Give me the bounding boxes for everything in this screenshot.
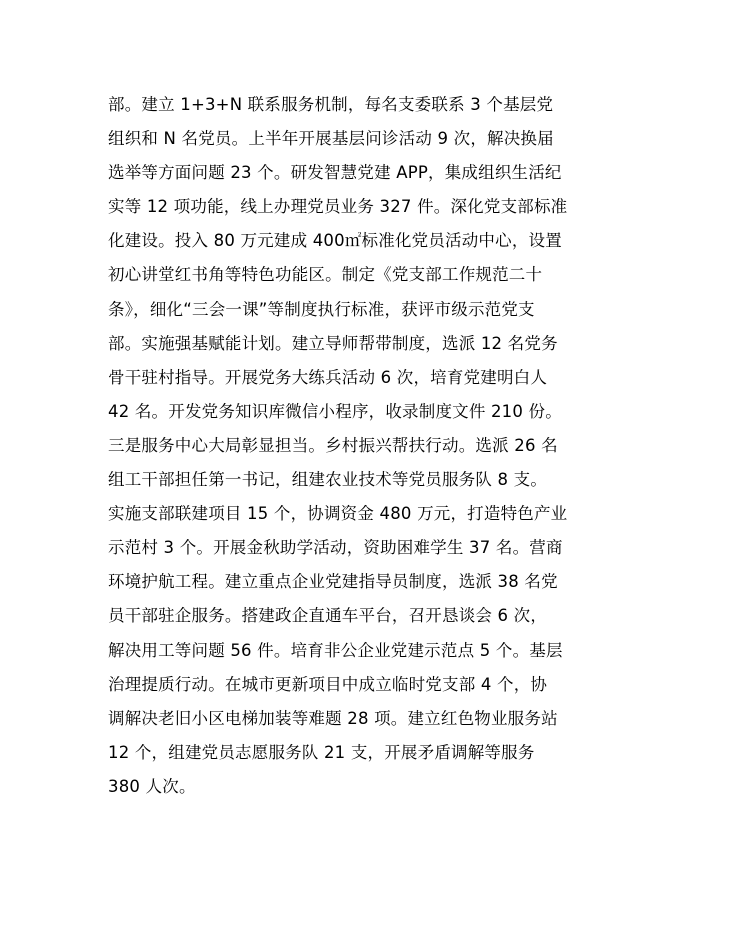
text-line: 组工干部担任第一书记，组建农业技术等党员服务队 8 支。 xyxy=(108,470,548,490)
text-line: 组织和 N 名党员。上半年开展基层问诊活动 9 次，解决换届 xyxy=(108,129,554,149)
text-line: 骨干驻村指导。开展党务大练兵活动 6 次，培育党建明白人 xyxy=(108,367,548,387)
text-line: 三是服务中心大局彰显担当。乡村振兴帮扶行动。选派 26 名 xyxy=(108,435,558,455)
text-line: 员干部驻企服务。搭建政企直通车平台，召开恳谈会 6 次， xyxy=(108,606,548,626)
text-line: 实施支部联建项目 15 个，协调资金 480 万元，打造特色产业 xyxy=(108,504,568,524)
text-line: 化建设。投入 80 万元建成 400㎡标准化党员活动中心，设置 xyxy=(108,231,562,251)
text-line: 实等 12 项功能，线上办理党员业务 327 件。深化党支部标准 xyxy=(108,197,568,217)
text-line: 示范村 3 个。开展金秋助学活动，资助困难学生 37 名。营商 xyxy=(108,538,563,558)
text-line: 42 名。开发党务知识库微信小程序，收录制度文件 210 份。 xyxy=(108,401,562,421)
text-line: 12 个，组建党员志愿服务队 21 支，开展矛盾调解等服务 xyxy=(108,742,535,762)
text-line: 部。建立 1+3+N 联系服务机制，每名支委联系 3 个基层党 xyxy=(108,95,554,114)
text-line: 初心讲堂红书角等特色功能区。制定《党支部工作规范二十 xyxy=(108,265,543,285)
text-line: 调解决老旧小区电梯加装等难题 28 项。建立红色物业服务站 xyxy=(108,708,558,728)
text-line: 380 人次。 xyxy=(108,776,196,796)
text-line: 解决用工等问题 56 件。培育非公企业党建示范点 5 个。基层 xyxy=(108,640,563,660)
text-line: 环境护航工程。建立重点企业党建指导员制度，选派 38 名党 xyxy=(108,572,558,592)
text-line: 选举等方面问题 23 个。研发智慧党建 APP，集成组织生活纪 xyxy=(108,163,562,183)
text-line: 条》，细化“三会一课”等制度执行标准，获评市级示范党支 xyxy=(108,299,535,319)
text-line: 治理提质行动。在城市更新项目中成立临时党支部 4 个，协 xyxy=(108,674,548,694)
body-paragraph xyxy=(108,88,628,804)
text-line: 部。实施强基赋能计划。建立导师帮带制度，选派 12 名党务 xyxy=(108,333,558,353)
